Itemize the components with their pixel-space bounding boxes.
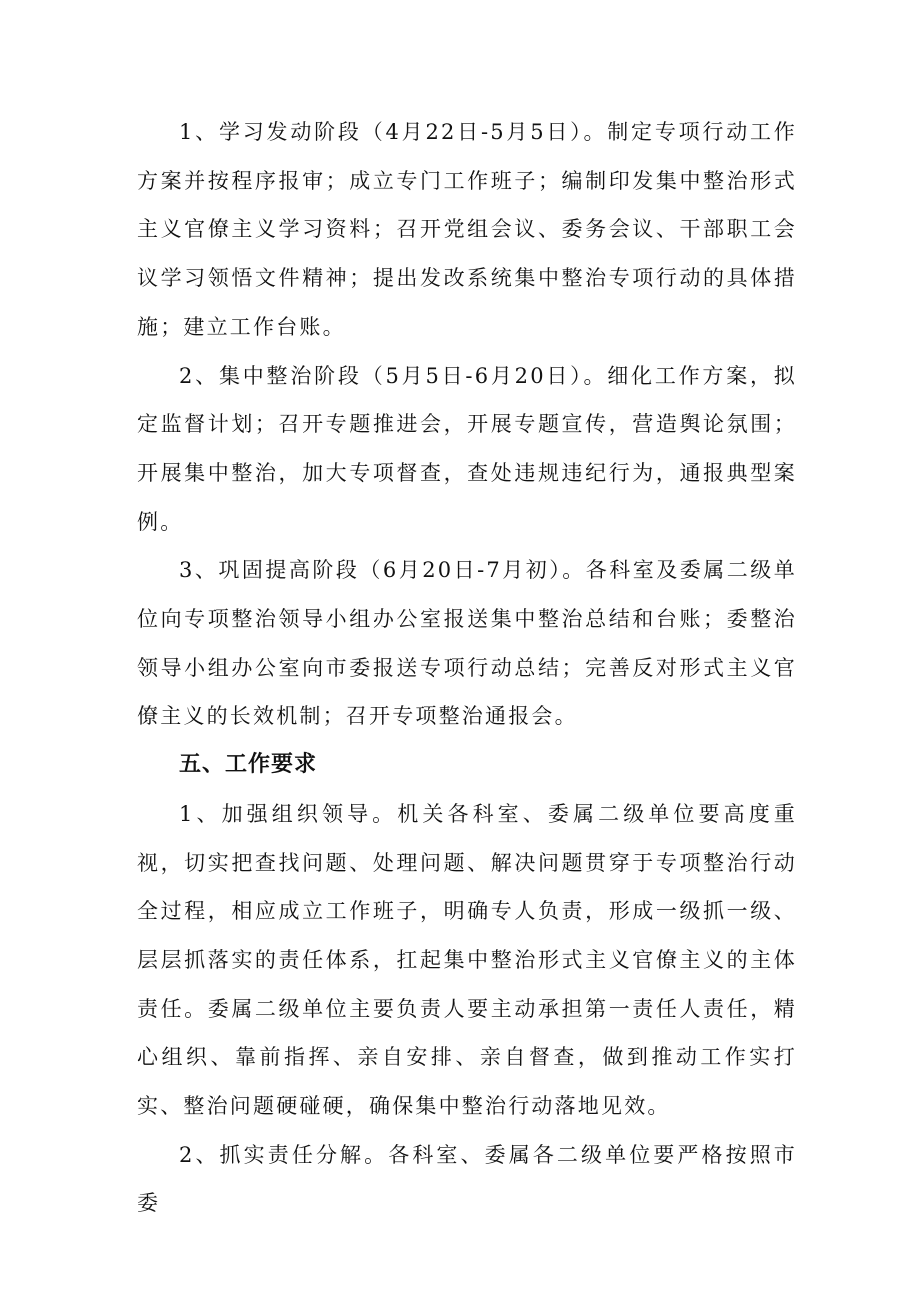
section-heading: 五、工作要求 (179, 752, 318, 778)
document-body (137, 108, 797, 1228)
paragraph-stage-1: 1、学习发动阶段（4月22日-5月5日）。制定专项行动工作方案并按程序报审；成立专门工作班子；编制印发集中整治形式主义官僚主义学习资料；召开党组会议、委务会议、干部职工会议学习领悟文件精神；提出发改系统集中整治专项行动的具体措施；建立工作台账。 (137, 120, 797, 339)
paragraph-requirement-2: 2、抓实责任分解。各科室、委属各二级单位要严格按照市委 (137, 1142, 797, 1216)
paragraph-requirement-1: 1、加强组织领导。机关各科室、委属二级单位要高度重视，切实把查找问题、处理问题、解决问题贯穿于专项整治行动全过程，相应成立工作班子，明确专人负责，形成一级抓一级、层层抓落实的责任体系，扛起集中整治形式主义官僚主义的主体责任。委属二级单位主要负责人要主动承担第一责任人责任，精心组织、靠前指挥、亲自安排、亲自督查，做到推动工作实打实、整治问题硬碰硬，确保集中整治行动落地见效。 (137, 801, 797, 1119)
paragraph-stage-3: 3、巩固提高阶段（6月20日-7月初）。各科室及委属二级单位向专项整治领导小组办公室报送集中整治总结和台账；委整治领导小组办公室向市委报送专项行动总结；完善反对形式主义官僚主义的长效机制；召开专项整治通报会。 (137, 558, 797, 729)
paragraph-stage-2: 2、集中整治阶段（5月5日-6月20日）。细化工作方案，拟定监督计划；召开专题推进会，开展专题宣传，营造舆论氛围；开展集中整治，加大专项督查，查处违规违纪行为，通报典型案例。 (137, 363, 797, 534)
